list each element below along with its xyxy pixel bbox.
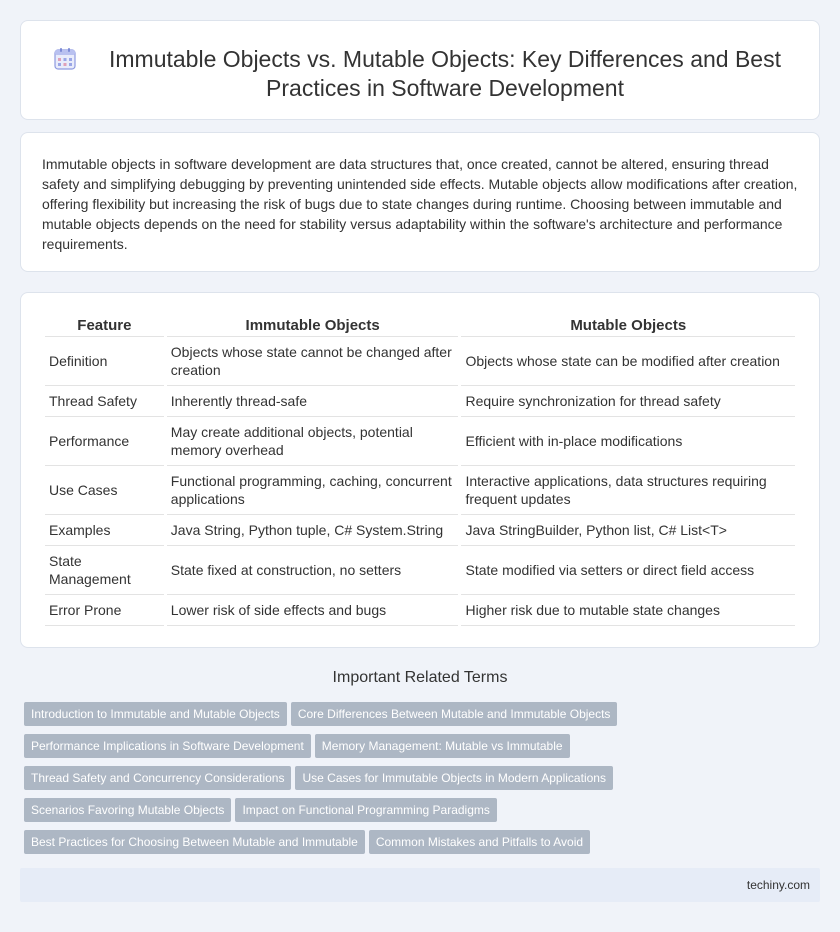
related-terms-heading: Important Related Terms <box>332 669 508 686</box>
table-cell: Objects whose state can be modified after creation <box>461 337 795 386</box>
related-term-tag[interactable]: Performance Implications in Software Development <box>24 734 311 758</box>
related-term-tag[interactable]: Thread Safety and Concurrency Considerations <box>24 766 291 790</box>
table-cell: Objects whose state cannot be changed after creation <box>167 337 459 386</box>
table-cell: State Management <box>45 546 164 595</box>
tag-row <box>24 766 814 798</box>
table-cell: Use Cases <box>45 466 164 515</box>
table-cell: Interactive applications, data structures requiring frequent updates <box>461 466 795 515</box>
footer <box>20 868 820 902</box>
intro-paragraph: Immutable objects in software development are data structures that, once created, cannot be altered, ensuring thread safety and simplifying debugging by preventing unintended side effects. Mutable objects allow modifications after creation, offering flexibility but increasing the risk of bugs due to state changes during runtime. Choosing between immutable and mutable objects depends on the need for stability versus adaptability within the software's architecture and performance requirements. <box>42 156 798 252</box>
column-header-immutable: Immutable Objects <box>167 315 459 337</box>
table-cell: Require synchronization for thread safety <box>461 386 795 417</box>
table-row <box>45 515 795 546</box>
table-row <box>45 337 795 386</box>
table-cell: Error Prone <box>45 595 164 626</box>
comparison-card <box>20 292 820 648</box>
tag-row <box>24 798 814 830</box>
related-term-tag[interactable]: Best Practices for Choosing Between Mutable and Immutable <box>24 830 365 854</box>
table-cell: State fixed at construction, no setters <box>167 546 459 595</box>
related-terms-list <box>24 702 814 862</box>
related-term-tag[interactable]: Core Differences Between Mutable and Immutable Objects <box>291 702 618 726</box>
page-title: Immutable Objects vs. Mutable Objects: Key Differences and Best Practices in Software Development <box>109 46 781 101</box>
related-term-tag[interactable]: Common Mistakes and Pitfalls to Avoid <box>369 830 590 854</box>
related-term-tag[interactable]: Memory Management: Mutable vs Immutable <box>315 734 570 758</box>
table-row <box>45 417 795 466</box>
table-cell: May create additional objects, potential memory overhead <box>167 417 459 466</box>
table-row <box>45 595 795 626</box>
footer-site-name[interactable]: techiny.com <box>746 878 810 892</box>
header-card <box>20 20 820 120</box>
related-term-tag[interactable]: Introduction to Immutable and Mutable Objects <box>24 702 287 726</box>
table-row <box>45 386 795 417</box>
table-header-row <box>45 315 795 337</box>
related-term-tag[interactable]: Scenarios Favoring Mutable Objects <box>24 798 231 822</box>
table-row <box>45 466 795 515</box>
table-cell: Performance <box>45 417 164 466</box>
intro-card <box>20 132 820 272</box>
tag-row <box>24 830 814 862</box>
table-cell: State modified via setters or direct field access <box>461 546 795 595</box>
calendar-grid-icon <box>53 47 77 71</box>
column-header-mutable: Mutable Objects <box>461 315 795 337</box>
table-cell: Java String, Python tuple, C# System.String <box>167 515 459 546</box>
table-cell: Functional programming, caching, concurrent applications <box>167 466 459 515</box>
table-cell: Efficient with in-place modifications <box>461 417 795 466</box>
related-term-tag[interactable]: Impact on Functional Programming Paradigms <box>235 798 496 822</box>
related-term-tag[interactable]: Use Cases for Immutable Objects in Modern Applications <box>295 766 612 790</box>
column-header-feature: Feature <box>45 315 164 337</box>
tag-row <box>24 702 814 734</box>
table-cell: Inherently thread-safe <box>167 386 459 417</box>
table-cell: Definition <box>45 337 164 386</box>
table-row <box>45 546 795 595</box>
table-cell: Examples <box>45 515 164 546</box>
table-cell: Higher risk due to mutable state changes <box>461 595 795 626</box>
table-cell: Thread Safety <box>45 386 164 417</box>
comparison-table <box>42 315 798 626</box>
table-cell: Java StringBuilder, Python list, C# List<T> <box>461 515 795 546</box>
tag-row <box>24 734 814 766</box>
table-cell: Lower risk of side effects and bugs <box>167 595 459 626</box>
